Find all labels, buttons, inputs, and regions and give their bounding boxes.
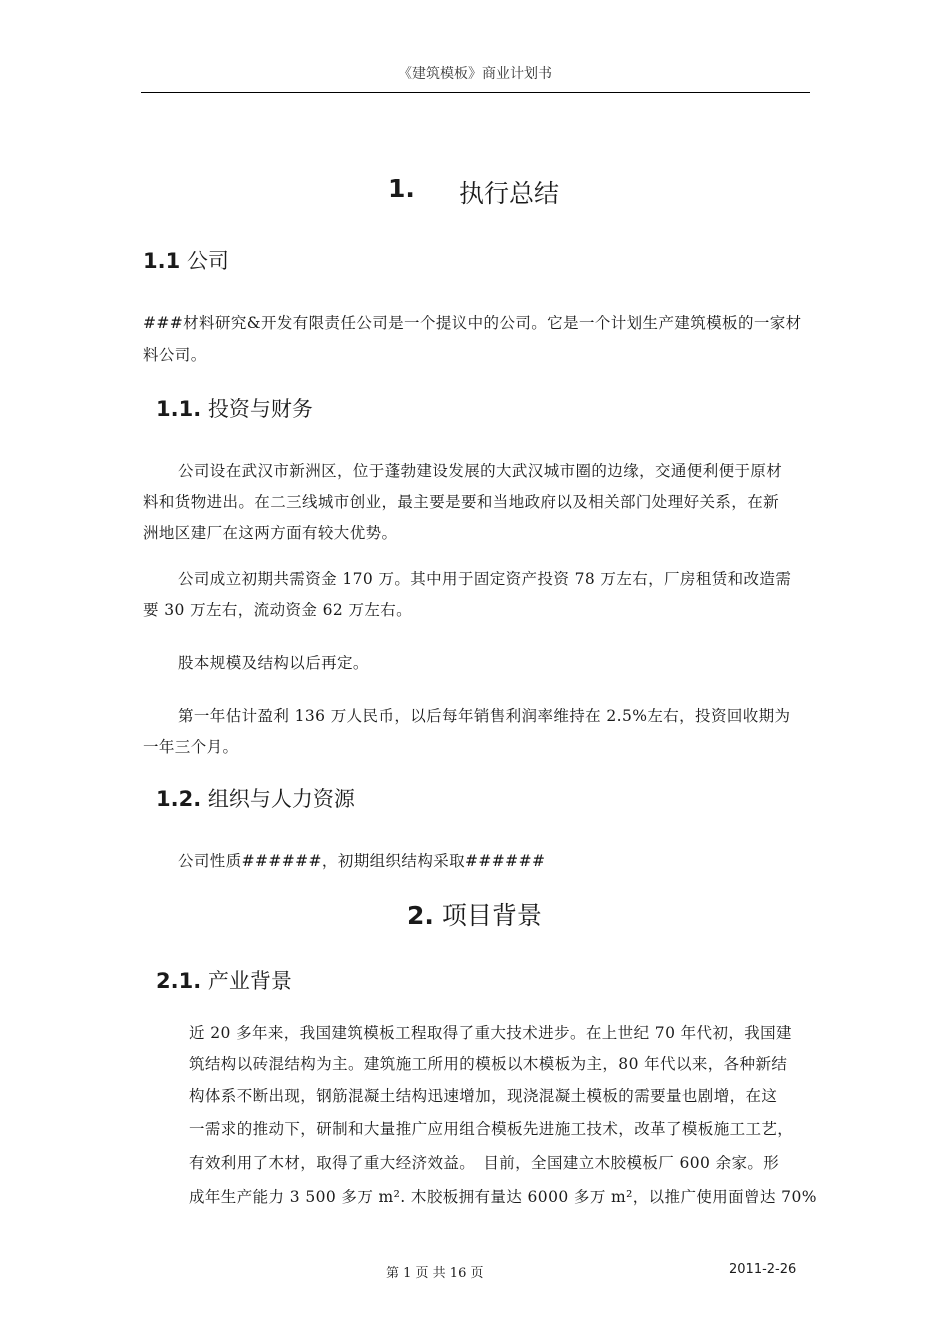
industry-line-1: 近 20 多年来，我国建筑模板工程取得了重大技术进步。在上世纪 70 年代初，我国建 [189, 1024, 792, 1042]
finance-p1-line-2: 料和货物进出。在二三线城市创业，最主要是要和当地政府以及相关部门处理好关系，在新 [143, 493, 780, 511]
finance-p4-line-2: 一年三个月。 [143, 738, 239, 756]
page-number: 第 1 页 共 16 页 [386, 1266, 484, 1281]
subsection-finance-heading: 1.1. 投资与财务 [156, 397, 313, 421]
industry-line-5: 有效利用了木材，取得了重大经济效益。 目前，全国建立木胶模板厂 600 余家。形 [189, 1154, 780, 1172]
section-1-title: 执行总结 [459, 179, 560, 208]
industry-line-3: 构体系不断出现，钢筋混凝土结构迅速增加，现浇混凝土模板的需要量也剧增，在这 [189, 1087, 778, 1105]
org-line: 公司性质######，初期组织结构采取###### [178, 852, 546, 870]
finance-p2-line-1: 公司成立初期共需资金 170 万。其中用于固定资产投资 78 万左右，厂房租赁和改造需 [178, 570, 792, 588]
section-1-number: 1. [388, 174, 415, 203]
section-2-heading: 2. 项目背景 [407, 901, 542, 930]
industry-line-2: 筑结构以砖混结构为主。建筑施工所用的模板以木模板为主，80 年代以来，各种新结 [189, 1055, 788, 1073]
running-header: 《建筑模板》商业计划书 [398, 66, 552, 82]
finance-p4-line-1: 第一年估计盈利 136 万人民币，以后每年销售利润率维持在 2.5%左右，投资回收期为 [178, 707, 791, 725]
company-line-2: 料公司。 [143, 346, 207, 364]
finance-p2-line-2: 要 30 万左右，流动资金 62 万左右。 [143, 601, 413, 619]
finance-p1-line-3: 洲地区建厂在这两方面有较大优势。 [143, 524, 398, 542]
finance-p3-line-1: 股本规模及结构以后再定。 [178, 654, 369, 672]
subsection-company-heading: 1.1 公司 [143, 249, 229, 273]
industry-line-6: 成年生产能力 3 500 多万 m². 木胶板拥有量达 6000 多万 m²，以推广使用面曾达 70% [189, 1188, 817, 1206]
company-line-1: ###材料研究&开发有限责任公司是一个提议中的公司。它是一个计划生产建筑模板的一家材 [143, 314, 802, 332]
subsection-org-heading: 1.2. 组织与人力资源 [156, 787, 355, 811]
finance-p1-line-1: 公司设在武汉市新洲区，位于蓬勃建设发展的大武汉城市圈的边缘，交通便利便于原材 [178, 462, 783, 480]
footer-date: 2011-2-26 [729, 1262, 797, 1277]
industry-line-4: 一需求的推动下，研制和大量推广应用组合模板先进施工技术，改革了模板施工工艺， [189, 1120, 794, 1138]
subsection-industry-heading: 2.1. 产业背景 [156, 969, 292, 993]
header-rule [141, 92, 810, 93]
